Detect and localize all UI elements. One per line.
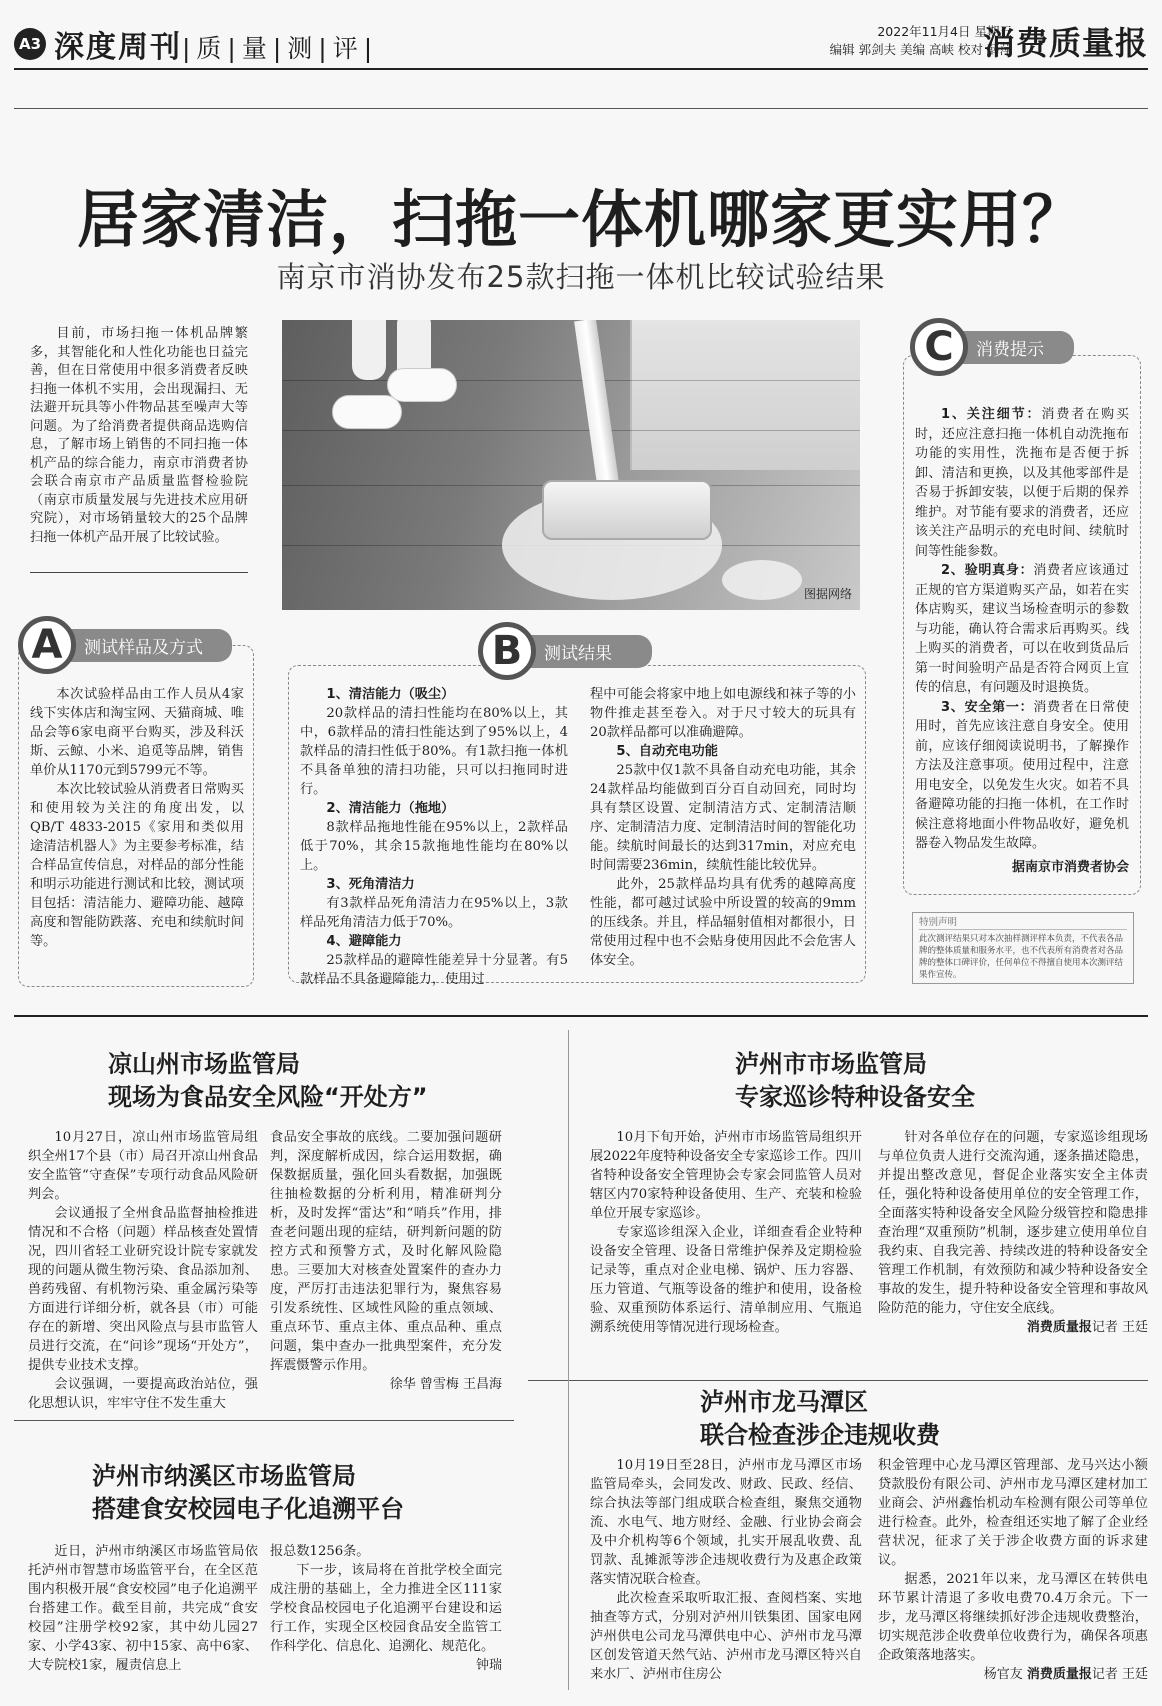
news-divider: [528, 1380, 1148, 1381]
news-paragraph: 近日，泸州市纳溪区市场监管局依托泸州市智慧市场监管平台，在全区范围内积极开展“食安校园”电子化追溯平台搭建工作。截至目前，共完成“食安校园”注册学校92家，其中幼儿园27家、小学43家、初中15家、高中6家、大专院校1家，履责信息上: [28, 1544, 258, 1673]
tip-2: [915, 561, 1129, 698]
byline-author: 杨官友: [983, 1667, 1023, 1682]
news-title-line: 专家巡诊特种设备安全: [735, 1083, 975, 1111]
section-a-paragraph: 本次比较试验从消费者日常购买和使用较为关注的角度出发，以QB/T 4833-2015《家用和类似用途清洁机器人》为主要参考标准，结合样品宣传信息，对样品的部分性能和明示功能进行测试和比较，测试项目包括：清洁能力、避障功能、越障高度和智能防跌落、充电和续航时间等。: [30, 782, 244, 949]
section-a-letter: A: [18, 616, 76, 674]
result-text: 25款样品的避障性能差异十分显著。有5款样品不具备避障能力，使用过: [300, 953, 568, 987]
news-paragraph: 10月下旬开始，泸州市市场监管局组织开展2022年度特种设备安全专家巡诊工作。四川省特种设备安全管理协会专家会同监管人员对辖区内70家特种设备使用、生产、充装和检验单位开展专家巡诊。: [590, 1130, 862, 1221]
news-title-line: 凉山州市场监管局: [108, 1050, 300, 1078]
feature-subheadline: 南京市消协发布25款扫拖一体机比较试验结果: [276, 260, 886, 294]
section-b-column-1: [300, 685, 568, 989]
news-paragraph: 10月27日，凉山州市场监管局组织全州17个县（市）局召开凉山州食品安全监管“守查保”专项行动食品风险研判会。: [28, 1130, 258, 1202]
disclaimer-box: [912, 912, 1134, 984]
news-paragraph: 10月19日至28日，泸州市龙马潭区市场监管局牵头，会同发改、财政、民政、经信、综合执法等部门组成联合检查组，聚焦交通物流、水电气、地方财经、金融、行业协会商会及中介机构等6个领域，扎实开展乱收费、乱罚款、乱摊派等涉企违规收费行为及惠企政策落实情况联合检查。: [590, 1458, 862, 1587]
disclaimer-text: 此次测评结果只对本次抽样测评样本负责，不代表各品牌的整体质量和服务水平，也不代表所有消费者对各品牌的整体口碑评价，任何单位不得擅自使用本次测评结果作宣传。: [919, 934, 1124, 980]
section-c-body: [915, 405, 1129, 877]
feature-intro: [30, 325, 248, 547]
result-text: 有3款样品死角清洁力在95%以上，3款样品死角清洁力低于70%。: [300, 896, 568, 930]
news-paragraph: 积金管理中心龙马潭区管理部、龙马兴达小额贷款股份有限公司、泸州市龙马潭区建材加工业商会、泸州鑫怡机动车检测有限公司等单位进行检查。此外，检查组还实地了解了企业经营状况，征求了关于涉企收费方面的诉求建议。: [878, 1458, 1148, 1568]
column-divider: [568, 1030, 569, 1690]
section-c-letter: C: [910, 318, 968, 376]
page-number-badge: A3: [14, 28, 46, 60]
column-name: |质|量|测|评|: [182, 34, 379, 63]
section-a-heading: [18, 616, 232, 674]
news-title-line: 泸州市纳溪区市场监管局: [92, 1462, 356, 1490]
news-paragraph: 会议强调，一要提高政治站位，强化思想认识，牢牢守住不发生重大: [28, 1377, 258, 1411]
news-liangshan-col-2: [270, 1128, 502, 1394]
issue-date: 2022年11月4日 星期五: [877, 24, 1012, 39]
header-rule-2: [14, 108, 1148, 109]
tip-text: 消费者在购买时，还应注意扫拖一体机自动洗拖布功能的实用性，洗拖布是否便于拆卸、清洁和更换，以及其他零部件是否易于拆卸安装，以便于后期的保养维护。对节能有要求的消费者，还应该关注产品明示的充电时间、续航时间等性能参数。: [915, 407, 1129, 559]
result-heading: 2、清洁能力（拖地）: [326, 801, 455, 816]
byline-paper: 消费质量报: [1026, 1667, 1092, 1682]
disclaimer-title: 特别声明: [919, 917, 1127, 930]
tip-3: [915, 698, 1129, 854]
section-a-title: 测试样品及方式: [62, 629, 232, 662]
section-name: 深度周刊: [54, 30, 182, 65]
section-masthead: [54, 22, 378, 66]
result-text: 8款样品拖地性能在95%以上，2款样品低于70%，其余15款拖地性能均在80%以上。: [300, 820, 568, 873]
photo-credit: 图据网络: [803, 587, 852, 601]
news-title-line: 联合检查涉企违规收费: [700, 1421, 940, 1449]
section-a-paragraph: 本次试验样品由工作人员从4家线下实体店和淘宝网、天猫商城、唯品会等6家电商平台购买，涉及科沃斯、云鲸、小米、追觅等品牌，销售单价从1170元到5799元不等。: [30, 687, 244, 778]
news-luzhou-equipment-col-2: [878, 1128, 1148, 1337]
tip-heading: 1、关注细节：: [941, 407, 1042, 422]
section-b-letter: B: [478, 622, 536, 680]
tip-text: 消费者在日常使用时，首先应该注意自身安全。使用前，应该仔细阅读说明书，了解操作方法及注意事项。使用过程中，注意用电安全，以免发生火灾。如若不具备避障功能的扫拖一体机，在工作时候注意将地面小件物品收好，避免机器卷入物品发生故障。: [915, 699, 1129, 851]
news-paragraph: 专家巡诊组深入企业，详细查看企业特种设备安全管理、设备日常维护保养及定期检验记录等，重点对企业电梯、锅炉、压力容器、压力管道、气瓶等设备的维护和使用，设备检验、双重预防体系运行、清单制应用、气瓶追溯系统使用等情况进行现场检查。: [590, 1225, 862, 1335]
result-heading: 1、清洁能力（吸尘）: [326, 687, 455, 702]
byline-reporter: 记者 王廷: [1091, 1667, 1148, 1682]
tip-text: 消费者应该通过正规的官方渠道购买产品，如若在实体店购买，建议当场检查明示的参数与功能，确认符合需求后再购买。线上购买的消费者，可以在收到货品后第一时间验明产品是否符合网页上宣传的信息，有问题及时退换货。: [915, 563, 1129, 695]
intro-paragraph: 目前，市场扫拖一体机品牌繁多，其智能化和人性化功能也日益完善，但在日常使用中很多消费者反映扫拖一体机不实用，会出现漏扫、无法避开玩具等小件物品甚至噪声大等问题。为了给消费者提供商品选购信息，了解市场上销售的不同扫拖一体机产品的综合能力，南京市消费者协会联合南京市产品质量监督检验院（南京市质量发展与先进技术应用研究院），对市场销量较大的25个品牌扫拖一体机产品开展了比较试验。: [30, 326, 248, 545]
news-title-line: 现场为食品安全风险“开处方”: [108, 1083, 428, 1111]
tip-1: [915, 405, 1129, 561]
news-liangshan-col-1: [28, 1128, 258, 1413]
news-longmatan-col-2: [878, 1456, 1148, 1684]
news-longmatan-col-1: [590, 1456, 862, 1684]
news-divider: [14, 1420, 514, 1421]
section-b-column-2: [590, 685, 856, 970]
result-text: 此外，25款样品均具有优秀的越障高度性能，都可越过试验中所设置的较高的9mm的压线条。并且，样品辐射值相对都很小，日常使用过程中也不会贴身使用因此不会危害人体安全。: [590, 877, 856, 968]
news-title-line: 泸州市龙马潭区: [700, 1388, 868, 1416]
news-paragraph: 下一步，该局将在首批学校全面完成注册的基础上，全力推进全区111家学校食品校园电子化追溯平台建设和运行工作，实现全区校园食品安全监管工作科学化、信息化、追溯化、规范化。: [270, 1563, 502, 1654]
section-c-title: 消费提示: [954, 331, 1074, 364]
news-luzhou-equipment-title: [735, 1048, 1135, 1114]
tips-source: 据南京市消费者协会: [1011, 859, 1129, 875]
header-rule: [14, 68, 1148, 70]
news-luzhou-equipment-col-1: [590, 1128, 862, 1337]
news-byline: 徐华 曾雪梅 王昌海: [389, 1377, 502, 1392]
section-b-title: 测试结果: [522, 635, 652, 668]
newspaper-logo: 消费质量报: [982, 24, 1148, 62]
news-byline: 钟瑞: [475, 1658, 502, 1673]
intro-rule: [30, 572, 248, 573]
news-paragraph: 针对各单位存在的问题，专家巡诊组现场与单位负责人进行交流沟通，逐条描述隐患，并提出整改意见，督促企业落实安全主体责任，强化特种设备使用单位的安全管理工作，全面落实特种设备安全风险分级管控和隐患排查治理“双重预防”机制，逐步建立使用单位自我约束、自我完善、持续改进的特种设备安全管理工作机制，有效预防和减少特种设备安全事故的发生，提升特种设备安全管理和事故风险防范的能力，守住安全底线。: [878, 1130, 1148, 1316]
byline-paper: 消费质量报: [1026, 1320, 1092, 1335]
news-paragraph: 食品安全事故的底线。二要加强问题研判，深度解析成因，综合运用数据，确保数据质量，强化回头看数据，加强既往抽检数据的分析利用，精准研判分析，及时发挥“雷达”和“哨兵”作用，排查老问题出现的症结，研判新问题的防控方式和预警方式，及时化解风险隐患。三要加大对核查处置案件的查办力度，严厉打击违法犯罪行为，聚焦容易引发系统性、区域性风险的重点领域、重点环节、重点主体、重点品种、重点问题，集中查办一批典型案件，充分发挥震慑警示作用。: [270, 1130, 502, 1373]
result-heading: 4、避障能力: [326, 934, 402, 949]
news-paragraph: 会议通报了全州食品监督抽检推进情况和不合格（问题）样品核查处置情况，四川省轻工业研究设计院专家就发现的问题从微生物污染、食品添加剂、兽药残留、有机物污染、重金属污染等方面进行详细分析，就各县（市）可能存在的新增、突出风险点与县市监管人员进行交流，在“问诊”现场“开处方”，提供专业技术支撑。: [28, 1206, 258, 1373]
news-byline: [878, 1665, 1148, 1684]
news-title-line: 泸州市市场监管局: [735, 1050, 927, 1078]
news-paragraph: 此次检查采取听取汇报、查阅档案、实地抽查等方式，分别对泸州川铁集团、国家电网泸州供电公司龙马潭供电中心、泸州市龙马潭区创发管道天然气站、泸州市龙马潭区特兴自来水厂、泸州市住房公: [590, 1591, 862, 1682]
news-naxi-title: [92, 1460, 522, 1526]
result-heading: 3、死角清洁力: [326, 877, 415, 892]
tip-heading: 3、安全第一：: [941, 699, 1034, 715]
byline-reporter: 记者 王廷: [1091, 1320, 1148, 1335]
section-c-heading: [910, 318, 1074, 376]
feature-headline: 居家清洁，扫拖一体机哪家更实用？: [76, 183, 1085, 256]
result-heading: 5、自动充电功能: [616, 744, 718, 759]
news-naxi-col-2: [270, 1542, 502, 1675]
news-title-line: 搭建食安校园电子化追溯平台: [92, 1495, 404, 1523]
result-text: 程中可能会将家中地上如电源线和袜子等的小物件推走甚至卷入。对于尺寸较大的玩具有20款样品都可以准确避障。: [590, 687, 856, 740]
feature-photo: [282, 320, 860, 610]
news-paragraph: 报总数1256条。: [270, 1544, 370, 1559]
news-byline: [878, 1318, 1148, 1337]
section-b-heading: [478, 622, 652, 680]
news-longmatan-title: [700, 1386, 1120, 1452]
tip-heading: 2、验明真身：: [941, 563, 1034, 578]
section-divider: [14, 1015, 1148, 1017]
news-liangshan-title: [108, 1048, 528, 1114]
section-a-body: [30, 685, 244, 951]
result-text: 25款中仅1款不具备自动充电功能，其余24款样品均能做到百分百自动回充，同时均具有禁区设置、定制清洁方式、定制清洁顺序、定制清洁力度、定制清洁时间的智能化功能。续航时间最长的达到317min，对应充电时间需要236min，续航性能比较优异。: [590, 763, 856, 873]
news-naxi-col-1: [28, 1542, 258, 1675]
news-paragraph: 据悉，2021年以来，龙马潭区在转供电环节累计清退了多收电费70.4万余元。下一步，龙马潭区将继续抓好涉企违规收费整治，切实规范涉企收费单位收费行为，确保各项惠企政策落地落实。: [878, 1572, 1148, 1663]
result-text: 20款样品的清扫性能均在80%以上，其中，6款样品的清扫性能达到了95%以上，4款样品的清扫性低于80%。有1款扫拖一体机不具备单独的清扫功能，只可以扫拖同时进行。: [300, 706, 568, 797]
editor-credits: 编辑 郭剑夫 美编 高峡 校对 薛萍: [829, 42, 1012, 57]
